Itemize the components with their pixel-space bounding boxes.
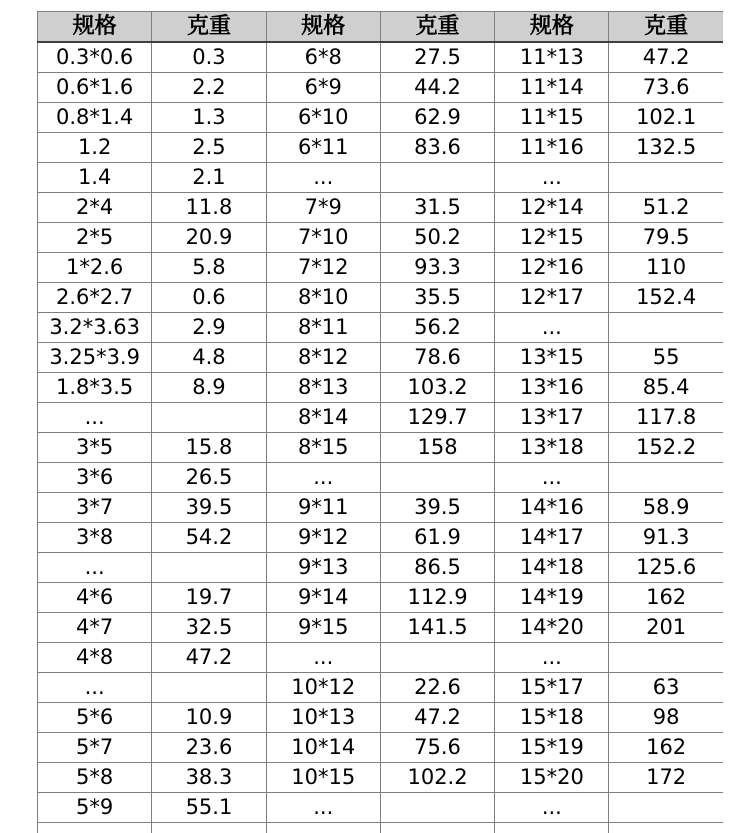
spec-cell: 0.6*1.6 bbox=[38, 73, 152, 103]
spec-cell: 6*9 bbox=[266, 73, 380, 103]
spec-cell: 1.2 bbox=[38, 133, 152, 163]
weight-cell: 32.5 bbox=[152, 613, 266, 643]
table-row bbox=[38, 613, 724, 643]
weight-cell: 27.5 bbox=[380, 42, 494, 73]
spec-cell: 3*6 bbox=[38, 463, 152, 493]
spec-cell: 4*7 bbox=[38, 613, 152, 643]
spec-cell: 8*12 bbox=[266, 343, 380, 373]
weight-cell: 79.5 bbox=[609, 223, 723, 253]
spec-cell: ... bbox=[266, 163, 380, 193]
table-header bbox=[38, 12, 724, 43]
spec-cell: 10*12 bbox=[266, 673, 380, 703]
spec-cell: 9*15 bbox=[266, 613, 380, 643]
weight-cell: 172 bbox=[609, 763, 723, 793]
weight-cell: 91.3 bbox=[609, 523, 723, 553]
spec-cell: 0.3*0.6 bbox=[38, 42, 152, 73]
spec-cell: 12*14 bbox=[495, 193, 609, 223]
spec-cell: 0.8*1.4 bbox=[38, 103, 152, 133]
weight-cell bbox=[152, 553, 266, 583]
table-row-cutoff bbox=[38, 823, 724, 833]
spec-cell: 1*2.6 bbox=[38, 253, 152, 283]
weight-cell: 83.6 bbox=[380, 133, 494, 163]
spec-cell: 8*14 bbox=[266, 403, 380, 433]
table-row bbox=[38, 733, 724, 763]
spec-cell: ... bbox=[38, 403, 152, 433]
weight-cell: 86.5 bbox=[380, 553, 494, 583]
spec-cell: 2*4 bbox=[38, 193, 152, 223]
spec-cell: 3*8 bbox=[38, 523, 152, 553]
table-row bbox=[38, 403, 724, 433]
spec-cell: 15*17 bbox=[495, 673, 609, 703]
spec-cell: 13*15 bbox=[495, 343, 609, 373]
spec-cell: 8*13 bbox=[266, 373, 380, 403]
table-row bbox=[38, 133, 724, 163]
spec-cell: ... bbox=[495, 163, 609, 193]
spec-cell: 8*10 bbox=[266, 283, 380, 313]
spec-cell: 14*17 bbox=[495, 523, 609, 553]
weight-cell bbox=[609, 793, 723, 823]
table-row bbox=[38, 193, 724, 223]
spec-cell: 9*12 bbox=[266, 523, 380, 553]
table-row bbox=[38, 42, 724, 73]
weight-cell bbox=[380, 163, 494, 193]
table-row bbox=[38, 253, 724, 283]
weight-cell: 58.9 bbox=[609, 493, 723, 523]
weight-cell: 129.7 bbox=[380, 403, 494, 433]
spec-cell: 6*10 bbox=[266, 103, 380, 133]
weight-cell: 2.5 bbox=[152, 133, 266, 163]
spec-cell: 8*15 bbox=[266, 433, 380, 463]
table-row bbox=[38, 313, 724, 343]
weight-cell bbox=[609, 643, 723, 673]
weight-cell: 93.3 bbox=[380, 253, 494, 283]
weight-cell: 98 bbox=[609, 703, 723, 733]
spec-cell: 9*13 bbox=[266, 553, 380, 583]
weight-cell: 162 bbox=[609, 733, 723, 763]
spec-weight-table bbox=[37, 11, 723, 833]
spec-cell: 7*12 bbox=[266, 253, 380, 283]
weight-cell bbox=[380, 643, 494, 673]
spec-cell: 9*14 bbox=[266, 583, 380, 613]
spec-cell: 11*15 bbox=[495, 103, 609, 133]
spec-cell: ... bbox=[266, 463, 380, 493]
spec-cell: 3.2*3.63 bbox=[38, 313, 152, 343]
weight-cell: 11.8 bbox=[152, 193, 266, 223]
weight-cell: 2.1 bbox=[152, 163, 266, 193]
table-row bbox=[38, 463, 724, 493]
spec-cell: 5*8 bbox=[38, 763, 152, 793]
weight-cell: 102.1 bbox=[609, 103, 723, 133]
weight-cell: 47.2 bbox=[380, 703, 494, 733]
spec-cell: ... bbox=[38, 673, 152, 703]
weight-cell: 10.9 bbox=[152, 703, 266, 733]
weight-cell bbox=[152, 673, 266, 703]
weight-cell: 152.4 bbox=[609, 283, 723, 313]
weight-cell bbox=[609, 163, 723, 193]
spec-cell: 10*15 bbox=[266, 763, 380, 793]
weight-cell: 132.5 bbox=[609, 133, 723, 163]
weight-cell: 39.5 bbox=[380, 493, 494, 523]
spec-cell: 10*13 bbox=[266, 703, 380, 733]
weight-cell bbox=[609, 463, 723, 493]
empty-cell bbox=[38, 823, 152, 833]
weight-cell: 31.5 bbox=[380, 193, 494, 223]
spec-cell: ... bbox=[266, 643, 380, 673]
weight-cell: 110 bbox=[609, 253, 723, 283]
spec-cell: 14*18 bbox=[495, 553, 609, 583]
table-row bbox=[38, 763, 724, 793]
weight-cell: 75.6 bbox=[380, 733, 494, 763]
weight-cell: 201 bbox=[609, 613, 723, 643]
spec-cell: 13*18 bbox=[495, 433, 609, 463]
spec-cell: 12*17 bbox=[495, 283, 609, 313]
spec-cell: 2*5 bbox=[38, 223, 152, 253]
weight-cell bbox=[152, 403, 266, 433]
weight-cell: 47.2 bbox=[152, 643, 266, 673]
empty-cell bbox=[152, 823, 266, 833]
table-row bbox=[38, 583, 724, 613]
weight-cell: 15.8 bbox=[152, 433, 266, 463]
weight-cell bbox=[380, 463, 494, 493]
table-row bbox=[38, 643, 724, 673]
spec-cell: ... bbox=[495, 313, 609, 343]
weight-cell: 112.9 bbox=[380, 583, 494, 613]
spec-cell: 14*20 bbox=[495, 613, 609, 643]
spec-cell: 1.4 bbox=[38, 163, 152, 193]
spec-cell: 5*9 bbox=[38, 793, 152, 823]
weight-cell: 0.6 bbox=[152, 283, 266, 313]
header-spec-2: 规格 bbox=[266, 12, 380, 43]
weight-cell: 2.2 bbox=[152, 73, 266, 103]
table-row bbox=[38, 343, 724, 373]
empty-cell bbox=[380, 823, 494, 833]
table-body bbox=[38, 42, 724, 833]
weight-cell: 23.6 bbox=[152, 733, 266, 763]
spec-cell: 2.6*2.7 bbox=[38, 283, 152, 313]
spec-cell: 4*8 bbox=[38, 643, 152, 673]
weight-cell: 61.9 bbox=[380, 523, 494, 553]
table-row bbox=[38, 163, 724, 193]
table-row bbox=[38, 73, 724, 103]
spec-cell: ... bbox=[495, 463, 609, 493]
spec-cell: 9*11 bbox=[266, 493, 380, 523]
spec-cell: 7*10 bbox=[266, 223, 380, 253]
table-row bbox=[38, 673, 724, 703]
weight-cell: 50.2 bbox=[380, 223, 494, 253]
weight-cell: 78.6 bbox=[380, 343, 494, 373]
weight-cell: 1.3 bbox=[152, 103, 266, 133]
header-spec-1: 规格 bbox=[38, 12, 152, 43]
weight-cell: 62.9 bbox=[380, 103, 494, 133]
weight-cell: 38.3 bbox=[152, 763, 266, 793]
empty-cell bbox=[266, 823, 380, 833]
spec-cell: 14*16 bbox=[495, 493, 609, 523]
weight-cell: 152.2 bbox=[609, 433, 723, 463]
spec-cell: ... bbox=[266, 793, 380, 823]
table-row bbox=[38, 793, 724, 823]
header-spec-3: 规格 bbox=[495, 12, 609, 43]
spec-cell: 11*16 bbox=[495, 133, 609, 163]
spec-cell: ... bbox=[38, 553, 152, 583]
spec-cell: 5*6 bbox=[38, 703, 152, 733]
table-row bbox=[38, 103, 724, 133]
weight-cell: 125.6 bbox=[609, 553, 723, 583]
weight-cell: 19.7 bbox=[152, 583, 266, 613]
spec-cell: 12*16 bbox=[495, 253, 609, 283]
spec-cell: 6*8 bbox=[266, 42, 380, 73]
weight-cell: 47.2 bbox=[609, 42, 723, 73]
spec-cell: 15*20 bbox=[495, 763, 609, 793]
spec-cell: 5*7 bbox=[38, 733, 152, 763]
spec-cell: 8*11 bbox=[266, 313, 380, 343]
weight-cell: 103.2 bbox=[380, 373, 494, 403]
weight-cell: 56.2 bbox=[380, 313, 494, 343]
table-row bbox=[38, 283, 724, 313]
table-row bbox=[38, 433, 724, 463]
header-weight-3: 克重 bbox=[609, 12, 723, 43]
weight-cell: 2.9 bbox=[152, 313, 266, 343]
spec-cell: 11*14 bbox=[495, 73, 609, 103]
weight-cell: 73.6 bbox=[609, 73, 723, 103]
table-row bbox=[38, 223, 724, 253]
header-weight-1: 克重 bbox=[152, 12, 266, 43]
weight-cell bbox=[609, 313, 723, 343]
weight-cell: 35.5 bbox=[380, 283, 494, 313]
spec-cell: ... bbox=[495, 793, 609, 823]
weight-cell: 141.5 bbox=[380, 613, 494, 643]
spec-cell: 6*11 bbox=[266, 133, 380, 163]
weight-cell: 8.9 bbox=[152, 373, 266, 403]
table-row bbox=[38, 373, 724, 403]
table-row bbox=[38, 703, 724, 733]
spec-cell: 11*13 bbox=[495, 42, 609, 73]
header-weight-2: 克重 bbox=[380, 12, 494, 43]
weight-cell: 158 bbox=[380, 433, 494, 463]
weight-cell: 39.5 bbox=[152, 493, 266, 523]
spec-cell: 15*19 bbox=[495, 733, 609, 763]
spec-cell: 1.8*3.5 bbox=[38, 373, 152, 403]
spec-cell: 3*5 bbox=[38, 433, 152, 463]
spec-cell: 12*15 bbox=[495, 223, 609, 253]
weight-cell: 4.8 bbox=[152, 343, 266, 373]
spec-cell: 3*7 bbox=[38, 493, 152, 523]
empty-cell bbox=[495, 823, 609, 833]
weight-cell: 117.8 bbox=[609, 403, 723, 433]
weight-cell: 20.9 bbox=[152, 223, 266, 253]
weight-cell: 26.5 bbox=[152, 463, 266, 493]
spec-cell: ... bbox=[495, 643, 609, 673]
weight-cell: 44.2 bbox=[380, 73, 494, 103]
weight-cell: 5.8 bbox=[152, 253, 266, 283]
weight-cell: 0.3 bbox=[152, 42, 266, 73]
spec-cell: 13*16 bbox=[495, 373, 609, 403]
spec-table-container bbox=[37, 11, 723, 833]
header-row bbox=[38, 12, 724, 43]
weight-cell: 54.2 bbox=[152, 523, 266, 553]
table-row bbox=[38, 523, 724, 553]
table-row bbox=[38, 493, 724, 523]
spec-cell: 13*17 bbox=[495, 403, 609, 433]
weight-cell: 51.2 bbox=[609, 193, 723, 223]
weight-cell: 55 bbox=[609, 343, 723, 373]
spec-cell: 3.25*3.9 bbox=[38, 343, 152, 373]
spec-cell: 7*9 bbox=[266, 193, 380, 223]
weight-cell: 102.2 bbox=[380, 763, 494, 793]
weight-cell: 162 bbox=[609, 583, 723, 613]
spec-cell: 4*6 bbox=[38, 583, 152, 613]
spec-cell: 15*18 bbox=[495, 703, 609, 733]
weight-cell: 55.1 bbox=[152, 793, 266, 823]
weight-cell: 63 bbox=[609, 673, 723, 703]
spec-cell: 10*14 bbox=[266, 733, 380, 763]
weight-cell bbox=[380, 793, 494, 823]
weight-cell: 85.4 bbox=[609, 373, 723, 403]
weight-cell: 22.6 bbox=[380, 673, 494, 703]
spec-cell: 14*19 bbox=[495, 583, 609, 613]
empty-cell bbox=[609, 823, 723, 833]
table-row bbox=[38, 553, 724, 583]
